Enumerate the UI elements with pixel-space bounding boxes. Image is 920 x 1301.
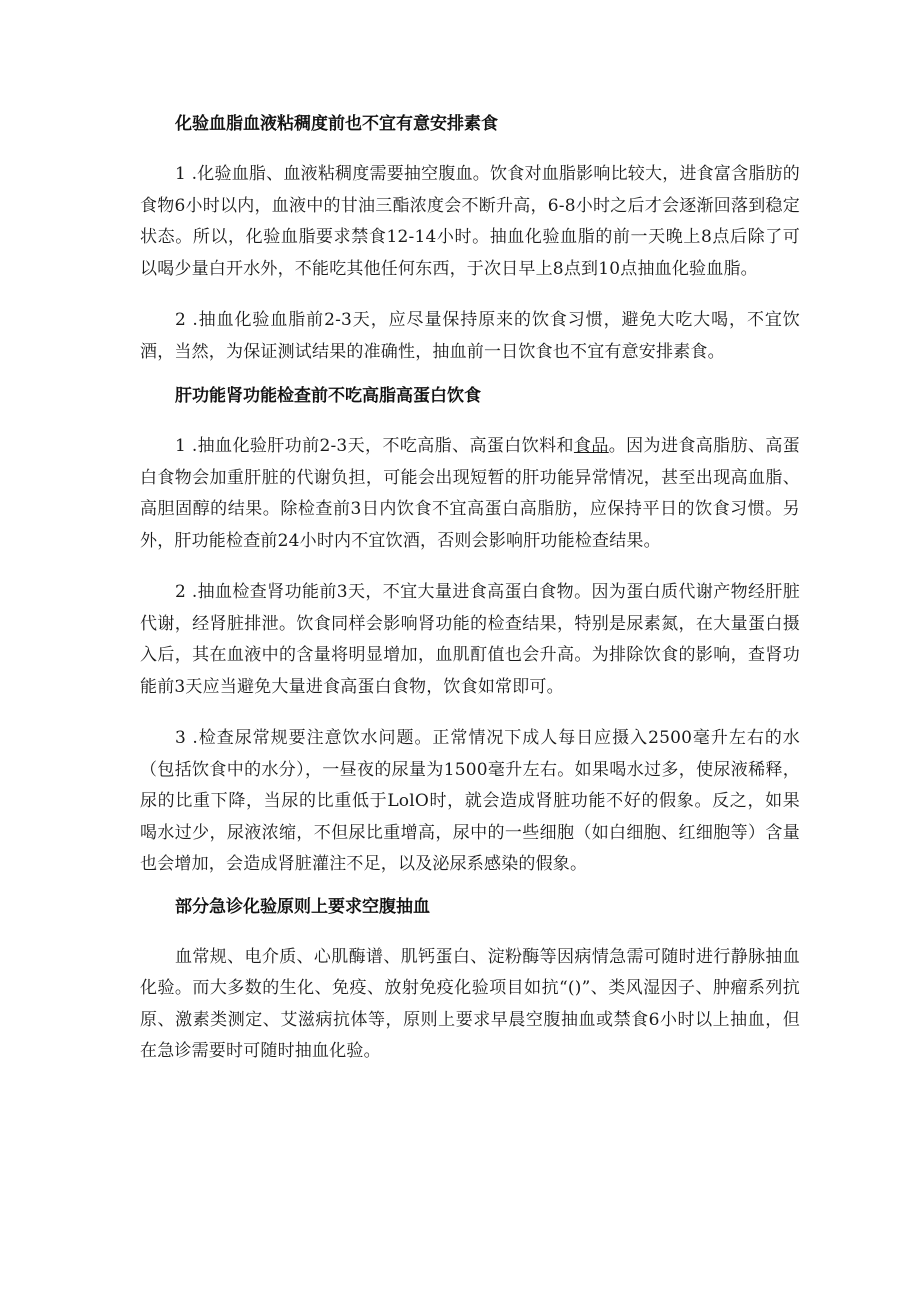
paragraph-lipid-1: 1 .化验血脂、血液粘稠度需要抽空腹血。饮食对血脂影响比较大，进食富含脂肪的食物6小时以内，血液中的甘油三酯浓度会不断升高，6-8小时之后才会逐渐回落到稳定状态。所以，化验血脂要求禁食12-14小时。抽血化验血脂的前一天晚上8点后除了可以喝少量白开水外，不能吃其他任何东西，于次日早上8点到10点抽血化验血脂。 [140,164,800,279]
section-heading-liver-kidney: 肝功能肾功能检查前不吃高脂高蛋白饮食 [175,386,481,406]
paragraph-urine-3: 3 .检查尿常规要注意饮水问题。正常情况下成人每日应摄入2500毫升左右的水（包括饮食中的水分），一昼夜的尿量为1500毫升左右。如果喝水过多，使尿液稀释，尿的比重下降，当尿的比重低于LolO时，就会造成肾脏功能不好的假象。反之，如果喝水过少，尿液浓缩，不但尿比重增高，尿中的一些细胞（如白细胞、红细胞等）含量也会增加，会造成肾脏灌注不足，以及泌尿系感染的假象。 [140,728,800,874]
paragraph-emergency: 血常规、电介质、心肌酶谱、肌钙蛋白、淀粉酶等因病情急需可随时进行静脉抽血化验。而大多数的生化、免疫、放射免疫化验项目如抗“()”、类风湿因子、肿瘤系列抗原、激素类测定、艾滋病抗体等，原则上要求早晨空腹抽血或禁食6小时以上抽血，但在急诊需要时可随时抽血化验。 [140,946,800,1061]
paragraph-liver-1 [140,431,800,557]
section-heading-lipid: 化验血脂血液粘稠度前也不宜有意安排素食 [175,114,498,134]
paragraph-liver-1-rest: 。因为进食高脂肪、高蛋白食物会加重肝脏的代谢负担，可能会出现短暂的肝功能异常情况，甚至出现高血脂、高胆固醇的结果。除检查前3日内饮食不宜高蛋白高脂肪，应保持平日的饮食习惯。另外，肝功能检查前24小时内不宜饮酒，否则会影响肝功能检查结果。 [140,436,800,551]
paragraph-kidney-2: 2 .抽血检查肾功能前3天，不宜大量进食高蛋白食物。因为蛋白质代谢产物经肝脏代谢，经肾脏排泄。饮食同样会影响肾功能的检查结果，特别是尿素氮，在大量蛋白摄入后，其在血液中的含量将明显增加，血肌酊值也会升高。为排除饮食的影响，查肾功能前3天应当避免大量进食高蛋白食物，饮食如常即可。 [140,582,800,697]
underlined-term-food: 食品 [573,436,609,456]
section-heading-emergency: 部分急诊化验原则上要求空腹抽血 [175,896,430,917]
paragraph-lipid-2: 2 .抽血化验血脂前2-3天，应尽量保持原来的饮食习惯，避免大吃大喝，不宜饮酒，当然，为保证测试结果的准确性，抽血前一日饮食也不宜有意安排素食。 [140,310,800,362]
document-page [140,112,800,1068]
paragraph-liver-1-start: 1 .抽血化验肝功前2-3天，不吃高脂、高蛋白饮料和 [175,436,574,456]
